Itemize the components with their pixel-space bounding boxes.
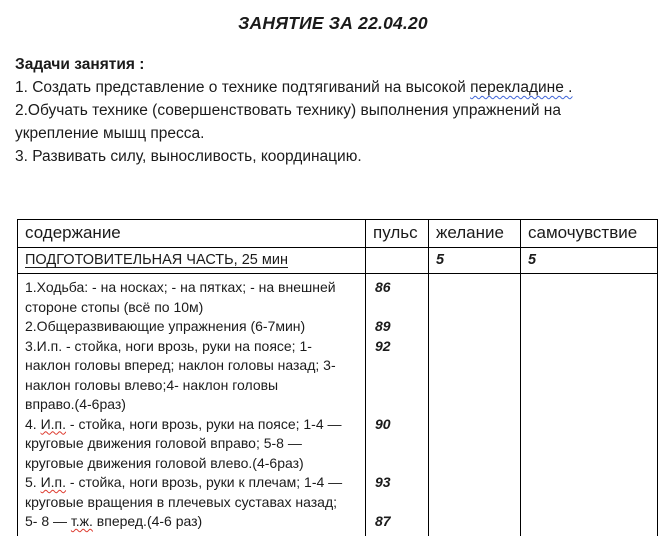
misspelled-text: т.ж. — [70, 513, 93, 529]
text-run: вправо.(4-6раз) — [25, 396, 126, 412]
exercise-line — [25, 454, 361, 474]
exercise-line — [25, 337, 361, 357]
exercise-line — [25, 298, 361, 318]
text-run: 1. Создать представление о технике подтягиваний на высокой — [15, 79, 471, 96]
tasks-section — [15, 53, 656, 168]
text-run: стороне стопы (всё по 10м) — [25, 298, 204, 315]
column-header-content: содержание — [18, 220, 366, 248]
exercises-content-cell — [18, 274, 366, 536]
exercise-line — [25, 434, 361, 454]
pulse-value — [373, 298, 424, 318]
exercise-line — [25, 376, 361, 396]
preparatory-pulse-cell — [366, 248, 429, 274]
text-run: 3.И.п. - стойка, ноги врозь, руки на поясе; 1- — [25, 337, 312, 354]
task-line — [15, 76, 656, 99]
text-run: укрепление мышц пресса. — [15, 125, 205, 142]
wellbeing-score: 5 — [521, 248, 658, 274]
pulse-value — [373, 376, 424, 396]
pulse-value — [373, 434, 424, 454]
table-row-preparatory-part — [18, 248, 658, 274]
column-header-desire: желание — [429, 220, 521, 248]
pulse-value — [373, 395, 424, 415]
text-run: круговые вращения в плечевых суставах назад; — [25, 493, 338, 510]
pulse-value — [373, 356, 424, 376]
preparatory-part-title: ПОДГОТОВИТЕЛЬНАЯ ЧАСТЬ, 25 мин — [25, 251, 288, 268]
task-line — [15, 99, 656, 122]
text-run: 5- 8 — — [25, 513, 71, 529]
task-line — [15, 122, 656, 145]
pulse-value: 86 — [375, 279, 391, 295]
text-run: 4. — [25, 415, 41, 432]
pulse-value — [373, 493, 424, 513]
grammar-flagged-text: перекладине . — [470, 79, 573, 96]
preparatory-part-cell — [18, 248, 366, 274]
exercise-line — [25, 356, 361, 376]
text-run: круговые движения головой вправо; 5-8 — — [25, 435, 302, 451]
pulse-value: 87 — [375, 513, 391, 529]
exercise-line — [25, 317, 361, 337]
misspelled-text: И.п. — [40, 415, 67, 432]
exercise-line — [25, 415, 361, 435]
text-run: наклон головы влево;4- наклон головы — [25, 376, 279, 393]
pulse-value: 89 — [375, 318, 391, 334]
exercise-line — [25, 493, 361, 513]
text-run: 2.Обучать технике (совершенствовать технику) выполнения упражнений на — [15, 102, 561, 119]
text-run: 1.Ходьба: - на носках; - на пятках; - на внешней — [25, 279, 336, 295]
text-run: - стойка, ноги врозь, руки к плечам; 1-4 — — [66, 474, 343, 490]
pulse-value: 92 — [375, 337, 391, 354]
desire-score: 5 — [429, 248, 521, 274]
tasks-heading: Задачи занятия : — [15, 56, 145, 73]
text-run: 5. — [25, 474, 41, 490]
pulse-value: 93 — [375, 474, 391, 490]
text-run: круговые движения головой влево.(4-6раз) — [25, 454, 304, 471]
exercises-wellbeing-cell — [521, 274, 658, 536]
pulse-value — [373, 454, 424, 474]
text-run: наклон головы вперед; наклон головы назад; 3- — [25, 357, 336, 373]
page-title: ЗАНЯТИЕ ЗА 22.04.20 — [238, 13, 428, 33]
lesson-table — [17, 219, 658, 536]
column-header-wellbeing: самочувствие — [521, 220, 658, 248]
text-run: - стойка, ноги врозь, руки на поясе; 1-4 — — [66, 415, 342, 432]
text-run: 3. Развивать силу, выносливость, координацию. — [15, 148, 362, 165]
text-run: 2.Общеразвивающие упражнения (6-7мин) — [25, 318, 306, 334]
exercise-line — [25, 395, 361, 415]
exercises-pulse-cell — [366, 274, 429, 536]
task-line — [15, 145, 656, 168]
table-row-exercises — [18, 274, 658, 536]
table-header-row — [18, 220, 658, 248]
text-run: вперед.(4-6 раз) — [92, 513, 203, 529]
exercises-desire-cell — [429, 274, 521, 536]
exercise-line — [25, 278, 361, 298]
exercise-line — [25, 512, 361, 532]
tasks-list — [15, 76, 656, 168]
column-header-pulse: пульс — [366, 220, 429, 248]
misspelled-text: И.п. — [40, 474, 67, 490]
pulse-value: 90 — [375, 415, 391, 432]
exercise-line — [25, 473, 361, 493]
